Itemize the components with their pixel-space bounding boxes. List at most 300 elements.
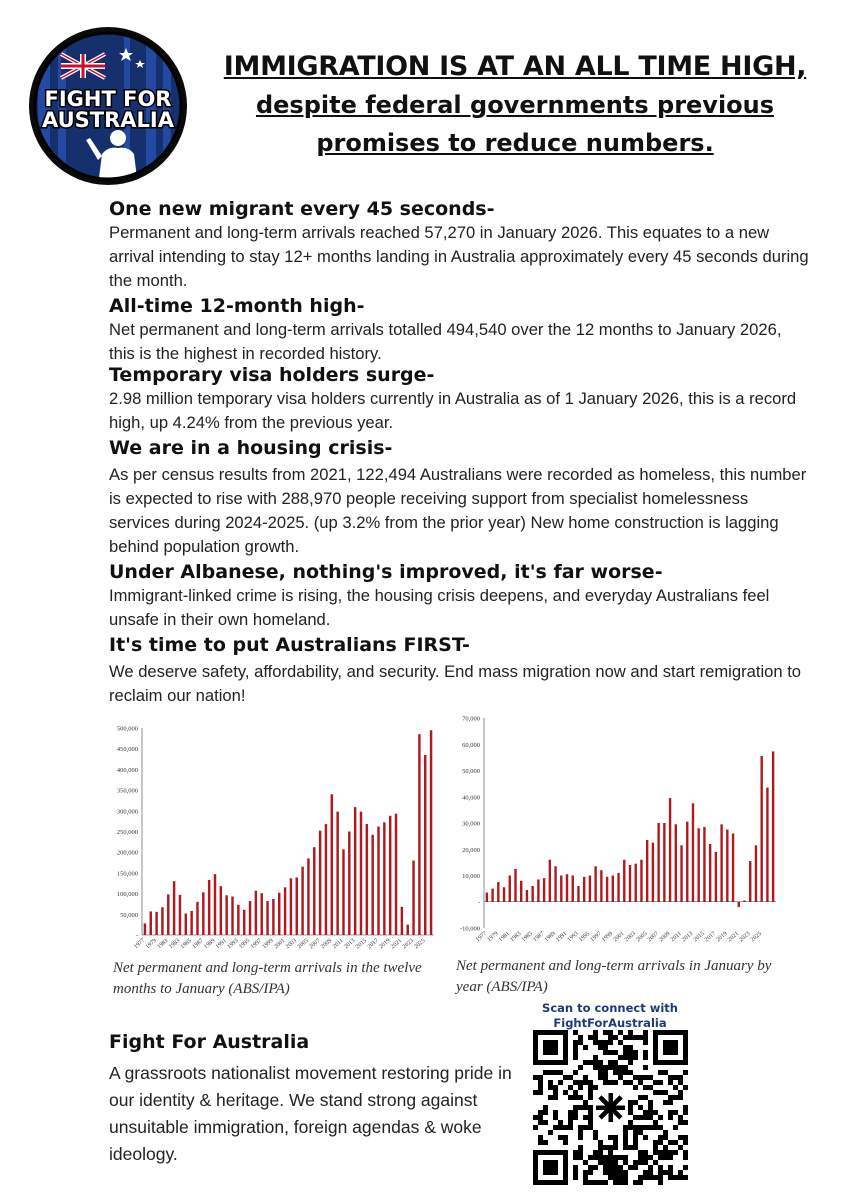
- qr-module: [588, 1170, 593, 1175]
- qr-module: [603, 1145, 608, 1150]
- qr-module: [568, 1095, 573, 1100]
- bar-2002: [629, 865, 631, 902]
- qr-module: [668, 1110, 673, 1115]
- qr-module: [618, 1070, 623, 1075]
- qr-module: [598, 1145, 603, 1150]
- qr-module: [598, 1065, 603, 1070]
- qr-module: [628, 1060, 633, 1065]
- bar-1987: [543, 878, 545, 902]
- qr-module: [648, 1110, 653, 1115]
- x-tick-label: 1991: [214, 937, 228, 951]
- qr-module: [533, 1115, 538, 1120]
- qr-module: [598, 1150, 603, 1155]
- x-tick-label: 2005: [635, 930, 649, 944]
- x-tick-label: 2005: [296, 937, 310, 951]
- qr-module: [683, 1165, 688, 1170]
- x-tick-label: 2015: [355, 937, 369, 951]
- bar-1978: [150, 911, 152, 935]
- qr-module: [643, 1160, 648, 1165]
- qr-module: [588, 1165, 593, 1170]
- qr-module: [633, 1130, 638, 1135]
- qr-module: [663, 1150, 668, 1155]
- qr-module: [543, 1120, 548, 1125]
- qr-module: [683, 1110, 688, 1115]
- bar-2000: [278, 893, 280, 935]
- bar-1989: [214, 874, 216, 935]
- qr-module: [668, 1115, 673, 1120]
- bar-1998: [606, 877, 608, 902]
- qr-module: [653, 1125, 658, 1130]
- qr-module: [583, 1180, 588, 1185]
- bar-1986: [537, 879, 539, 901]
- qr-module: [573, 1150, 578, 1155]
- scan-label: [530, 1001, 690, 1031]
- bar-2019: [726, 830, 728, 902]
- qr-module: [608, 1065, 613, 1070]
- qr-module: [603, 1160, 608, 1165]
- qr-module: [553, 1085, 558, 1090]
- qr-module: [548, 1080, 553, 1085]
- bar-2026: [430, 730, 432, 935]
- qr-code-graphic[interactable]: [533, 1030, 688, 1185]
- bar-1986: [196, 902, 198, 935]
- bar-1992: [572, 876, 574, 902]
- bar-2025: [424, 755, 426, 935]
- qr-module: [623, 1055, 628, 1060]
- qr-module: [658, 1090, 663, 1095]
- qr-module: [543, 1140, 548, 1145]
- y-tick-label: 20,000: [462, 846, 480, 854]
- qr-module: [538, 1080, 543, 1085]
- bar-1995: [249, 901, 251, 935]
- qr-module: [603, 1045, 608, 1050]
- bar-2024: [755, 845, 757, 901]
- qr-module: [588, 1085, 593, 1090]
- qr-module: [563, 1140, 568, 1145]
- qr-module: [663, 1070, 668, 1075]
- qr-module: [643, 1125, 648, 1130]
- bar-1979: [155, 912, 157, 935]
- qr-module: [583, 1100, 588, 1105]
- qr-module: [608, 1060, 613, 1065]
- qr-module: [668, 1150, 673, 1155]
- section-title: All-time 12-month high-: [109, 295, 365, 317]
- qr-module: [573, 1095, 578, 1100]
- qr-module: [618, 1040, 623, 1045]
- qr-module: [548, 1130, 553, 1135]
- qr-module: [643, 1065, 648, 1070]
- bar-2018: [383, 822, 385, 935]
- qr-module: [598, 1075, 603, 1080]
- qr-module: [633, 1085, 638, 1090]
- bar-1983: [520, 881, 522, 902]
- bar-1994: [243, 910, 245, 935]
- bar-2026: [766, 788, 768, 902]
- x-tick-label: 1981: [498, 930, 512, 944]
- qr-module: [638, 1115, 643, 1120]
- section-title: Under Albanese, nothing's improved, it's far worse-: [109, 561, 663, 583]
- qr-module: [653, 1140, 658, 1145]
- qr-module: [613, 1035, 618, 1040]
- qr-module: [653, 1080, 658, 1085]
- y-tick-label: 400,000: [116, 766, 138, 774]
- section-title: It's time to put Australians FIRST-: [109, 634, 470, 656]
- qr-module: [618, 1175, 623, 1180]
- qr-module: [638, 1095, 643, 1100]
- qr-module: [638, 1080, 643, 1085]
- qr-module: [548, 1095, 553, 1100]
- qr-module: [643, 1095, 648, 1100]
- section-body: 2.98 million temporary visa holders currently in Australia as of 1 January 2026, this is a record high, up 4.24% from the previous year.: [109, 389, 797, 432]
- qr-module: [648, 1125, 653, 1130]
- x-tick-label: 2023: [738, 930, 752, 944]
- qr-module: [538, 1075, 543, 1080]
- x-tick-label: 2025: [749, 930, 763, 944]
- qr-module: [573, 1155, 578, 1160]
- section-title: Temporary visa holders surge-: [109, 364, 435, 386]
- bar-2011: [342, 849, 344, 935]
- bar-2012: [348, 832, 350, 936]
- bar-2007: [319, 831, 321, 935]
- qr-module: [573, 1040, 578, 1045]
- qr-module: [608, 1160, 613, 1165]
- qr-module: [573, 1030, 578, 1035]
- y-tick-label: 30,000: [462, 820, 480, 828]
- qr-module: [573, 1050, 578, 1055]
- x-tick-label: 1997: [249, 937, 264, 951]
- qr-module: [613, 1050, 618, 1055]
- qr-module: [603, 1075, 608, 1080]
- qr-module: [573, 1090, 578, 1095]
- x-tick-label: 1995: [578, 930, 592, 944]
- qr-module: [648, 1075, 653, 1080]
- section-body: We deserve safety, affordability, and security. End mass migration now and start remigration to reclaim our nation!: [109, 662, 802, 705]
- qr-module: [663, 1100, 668, 1105]
- qr-module: [553, 1095, 558, 1100]
- qr-module: [578, 1035, 583, 1040]
- qr-module: [643, 1150, 648, 1155]
- x-tick-label: 1983: [168, 937, 182, 951]
- qr-module: [658, 1165, 663, 1170]
- qr-module: [573, 1080, 578, 1085]
- bar-2007: [657, 823, 659, 902]
- qr-module: [673, 1110, 678, 1115]
- footer-text: A grassroots nationalist movement restoring pride in our identity & heritage. We stand strong against unsuitable immigration, foreign agendas & woke ideology.: [109, 1063, 512, 1164]
- qr-module: [578, 1095, 583, 1100]
- qr-module: [588, 1180, 593, 1185]
- qr-module: [638, 1150, 643, 1155]
- qr-module: [618, 1180, 623, 1185]
- qr-module: [618, 1055, 623, 1060]
- qr-module: [648, 1085, 653, 1090]
- logo-text-line2: AUSTRALIA: [42, 108, 174, 132]
- x-tick-label: 1985: [520, 930, 534, 944]
- bar-2017: [715, 852, 717, 902]
- qr-module: [638, 1160, 643, 1165]
- bar-1984: [185, 913, 187, 935]
- qr-module: [608, 1080, 613, 1085]
- qr-module: [603, 1180, 608, 1185]
- caption-line: months to January (ABS/IPA): [113, 981, 290, 997]
- headline: [205, 48, 825, 162]
- qr-module: [548, 1070, 553, 1075]
- qr-module: [633, 1055, 638, 1060]
- qr-module: [598, 1155, 603, 1160]
- qr-code[interactable]: [533, 1030, 688, 1185]
- qr-module: [623, 1065, 628, 1070]
- qr-module: [593, 1150, 598, 1155]
- fight-for-australia-logo: [28, 26, 188, 186]
- qr-module: [633, 1075, 638, 1080]
- section-title: One new migrant every 45 seconds-: [109, 198, 495, 220]
- bar-1989: [554, 866, 556, 901]
- qr-module: [613, 1065, 618, 1070]
- bar-1994: [583, 877, 585, 902]
- qr-module: [623, 1145, 628, 1150]
- qr-module: [653, 1150, 658, 1155]
- bar-2008: [663, 823, 665, 902]
- bar-1988: [549, 860, 551, 902]
- qr-module: [658, 1170, 663, 1175]
- qr-module: [583, 1115, 588, 1120]
- qr-module: [643, 1115, 648, 1120]
- qr-module: [633, 1140, 638, 1145]
- qr-module: [603, 1040, 608, 1045]
- qr-module: [563, 1090, 568, 1095]
- qr-module: [588, 1110, 593, 1115]
- qr-module: [603, 1050, 608, 1055]
- qr-module: [678, 1090, 683, 1095]
- x-tick-label: 1989: [543, 930, 557, 944]
- qr-module: [553, 1125, 558, 1130]
- qr-module: [573, 1115, 578, 1120]
- qr-module: [673, 1150, 678, 1155]
- bar-1998: [266, 901, 268, 935]
- y-tick-label: 450,000: [116, 746, 138, 754]
- qr-module: [598, 1140, 603, 1145]
- qr-module: [683, 1140, 688, 1145]
- qr-module: [623, 1070, 628, 1075]
- qr-module: [623, 1170, 628, 1175]
- qr-module: [588, 1090, 593, 1095]
- qr-module: [643, 1030, 648, 1035]
- x-tick-label: 1987: [191, 937, 205, 951]
- bar-2022: [743, 900, 745, 901]
- y-tick-label: 250,000: [116, 829, 138, 836]
- x-tick-label: 2013: [343, 937, 357, 951]
- qr-finder-core: [663, 1040, 678, 1055]
- qr-module: [593, 1055, 598, 1060]
- bar-2001: [284, 887, 286, 935]
- qr-module: [538, 1115, 543, 1120]
- bar-1990: [560, 876, 562, 902]
- y-tick-label: 350,000: [116, 787, 138, 795]
- qr-module: [608, 1030, 613, 1035]
- qr-module: [623, 1045, 628, 1050]
- qr-module: [538, 1120, 543, 1125]
- qr-module: [628, 1055, 633, 1060]
- x-tick-label: 2007: [308, 937, 322, 951]
- chart-january-arrivals: [450, 710, 780, 950]
- qr-module: [553, 1115, 558, 1120]
- qr-module: [573, 1055, 578, 1060]
- y-tick-label: 300,000: [116, 808, 138, 816]
- bar-2018: [720, 824, 722, 901]
- bar-1981: [509, 876, 511, 902]
- scan-line2: FightForAustralia: [553, 1016, 667, 1030]
- x-tick-label: 1987: [532, 930, 546, 944]
- y-tick-label: 70,000: [462, 715, 480, 723]
- qr-module: [618, 1030, 623, 1035]
- qr-module: [563, 1135, 568, 1140]
- footer-title: Fight For Australia: [109, 1031, 310, 1053]
- qr-module: [578, 1130, 583, 1135]
- qr-module: [533, 1125, 538, 1130]
- qr-module: [623, 1135, 628, 1140]
- bar-2016: [371, 835, 373, 935]
- qr-module: [588, 1155, 593, 1160]
- bar-1982: [514, 869, 516, 902]
- qr-module: [668, 1155, 673, 1160]
- qr-module: [678, 1120, 683, 1125]
- chart-twelve-month-svg: [108, 718, 438, 958]
- qr-module: [593, 1030, 598, 1035]
- qr-module: [623, 1155, 628, 1160]
- qr-module: [623, 1080, 628, 1085]
- x-tick-label: 1993: [566, 930, 580, 944]
- qr-module: [603, 1155, 608, 1160]
- section-albanese: [109, 560, 809, 632]
- qr-module: [593, 1035, 598, 1040]
- qr-module: [623, 1180, 628, 1185]
- qr-module: [538, 1140, 543, 1145]
- section-title: We are in a housing crisis-: [109, 437, 393, 459]
- y-tick-label: 10,000: [462, 873, 480, 880]
- qr-module: [658, 1180, 663, 1185]
- qr-module: [578, 1065, 583, 1070]
- x-tick-label: 2019: [715, 930, 729, 944]
- qr-module: [613, 1155, 618, 1160]
- bar-1999: [612, 876, 614, 902]
- x-tick-label: 2009: [320, 937, 334, 951]
- qr-module: [608, 1135, 613, 1140]
- qr-module: [668, 1095, 673, 1100]
- qr-module: [613, 1135, 618, 1140]
- bar-2022: [406, 925, 408, 935]
- bar-2024: [418, 734, 420, 935]
- qr-module: [673, 1125, 678, 1130]
- qr-finder-core: [543, 1040, 558, 1055]
- x-tick-label: 1977: [133, 937, 147, 951]
- bar-1977: [144, 923, 146, 935]
- qr-module: [563, 1125, 568, 1130]
- qr-module: [643, 1110, 648, 1115]
- bar-1987: [202, 892, 204, 935]
- qr-module: [643, 1075, 648, 1080]
- bar-1979: [497, 882, 499, 902]
- bar-1988: [208, 880, 210, 935]
- qr-module: [603, 1065, 608, 1070]
- qr-module: [608, 1035, 613, 1040]
- qr-module: [568, 1085, 573, 1090]
- x-tick-label: 2001: [612, 930, 626, 944]
- x-tick-label: 1981: [156, 937, 170, 951]
- y-tick-label: 50,000: [120, 911, 138, 919]
- chart-twelve-month-arrivals: [108, 718, 438, 958]
- x-tick-label: 1977: [475, 930, 489, 944]
- qr-module: [553, 1070, 558, 1075]
- qr-module: [603, 1165, 608, 1170]
- qr-module: [588, 1105, 593, 1110]
- qr-module: [678, 1170, 683, 1175]
- qr-module: [578, 1155, 583, 1160]
- qr-module: [668, 1175, 673, 1180]
- qr-module: [573, 1045, 578, 1050]
- qr-module: [633, 1165, 638, 1170]
- bar-2012: [686, 822, 688, 902]
- qr-module: [658, 1115, 663, 1120]
- qr-module: [628, 1120, 633, 1125]
- x-tick-label: 2011: [331, 937, 345, 951]
- bar-1984: [526, 890, 528, 902]
- bar-1990: [220, 886, 222, 935]
- qr-module: [578, 1135, 583, 1140]
- qr-module: [653, 1145, 658, 1150]
- qr-module: [668, 1165, 673, 1170]
- qr-module: [638, 1035, 643, 1040]
- qr-module: [683, 1085, 688, 1090]
- qr-module: [648, 1175, 653, 1180]
- qr-module: [643, 1175, 648, 1180]
- bar-2005: [307, 858, 309, 935]
- qr-module: [623, 1140, 628, 1145]
- qr-module: [533, 1075, 538, 1080]
- qr-module: [668, 1080, 673, 1085]
- qr-module: [678, 1135, 683, 1140]
- qr-module: [633, 1050, 638, 1055]
- qr-module: [683, 1150, 688, 1155]
- logo-graphic: [28, 26, 188, 186]
- qr-module: [568, 1075, 573, 1080]
- qr-module: [588, 1115, 593, 1120]
- x-tick-label: 2021: [390, 937, 404, 951]
- qr-module: [643, 1085, 648, 1090]
- x-tick-label: 2023: [401, 937, 415, 951]
- qr-module: [583, 1170, 588, 1175]
- qr-module: [663, 1130, 668, 1135]
- bar-1997: [260, 893, 262, 935]
- bar-2017: [377, 827, 379, 935]
- bar-2002: [290, 878, 292, 935]
- qr-module: [673, 1095, 678, 1100]
- qr-module: [608, 1050, 613, 1055]
- x-tick-label: 2019: [378, 937, 392, 951]
- bar-1996: [594, 866, 596, 901]
- x-tick-label: 1983: [509, 930, 523, 944]
- qr-module: [683, 1120, 688, 1125]
- x-tick-label: 2001: [273, 937, 287, 951]
- y-tick-label: 200,000: [116, 849, 138, 857]
- qr-module: [643, 1040, 648, 1045]
- qr-module: [683, 1135, 688, 1140]
- section-body: Permanent and long-term arrivals reached 57,270 in January 2026. This equates to a new arrival intending to stay 12+ months landing in Australia approximately every 45 seconds during the month.: [109, 223, 809, 290]
- scan-line1: Scan to connect with: [542, 1001, 678, 1015]
- qr-module: [573, 1170, 578, 1175]
- qr-module: [583, 1125, 588, 1130]
- qr-module: [633, 1160, 638, 1165]
- qr-module: [673, 1075, 678, 1080]
- qr-module: [623, 1160, 628, 1165]
